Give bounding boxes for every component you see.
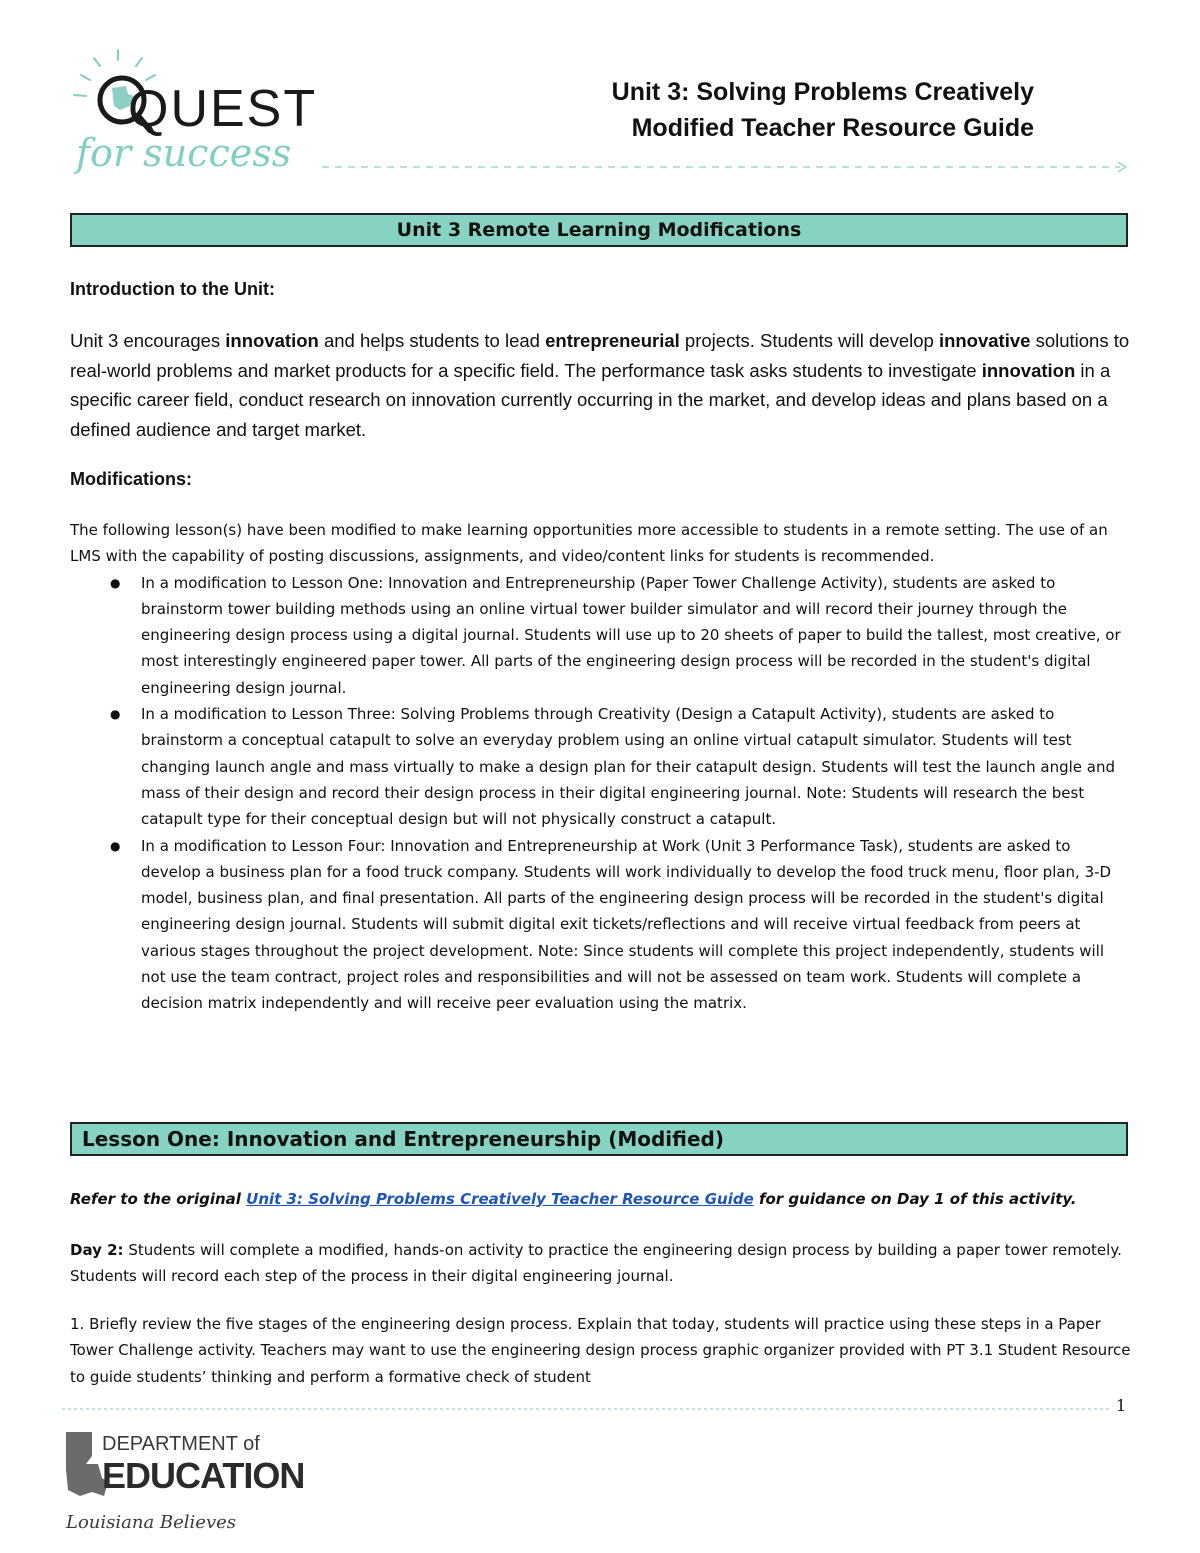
doe-line3: Louisiana Believes bbox=[66, 1512, 237, 1533]
intro-text: solutions to real-world problems and market products for a specific field. The performance task asks students to investigate bbox=[70, 330, 1130, 381]
quest-for-success-logo bbox=[68, 48, 330, 188]
logo-quest-word: QUEST bbox=[128, 80, 318, 138]
modifications-list bbox=[70, 570, 1132, 1017]
modifications-label: Modifications: bbox=[70, 469, 192, 489]
modifications-section bbox=[70, 517, 1132, 1017]
logo-for-success-word: for success bbox=[76, 131, 292, 175]
intro-text: projects. Students will develop bbox=[679, 330, 939, 351]
header-title-line2: Modified Teacher Resource Guide bbox=[631, 114, 1034, 142]
intro-paragraph bbox=[70, 326, 1132, 444]
list-item: ● In a modification to Lesson One: Innovation and Entrepreneurship (Paper Tower Challenge Activity), students are asked to brainstorm tower building methods using an online virtual tower builder simulator and will record their journey through the engineering design process using a digital journal. Students will use up to 20 sheets of paper to build the tallest, most creative, or most interestingly engineered paper tower. All parts of the engineering design process will be recorded in the student's digital engineering design journal. bbox=[70, 570, 1132, 701]
modifications-intro: The following lesson(s) have been modified to make learning opportunities more accessible to students in a remote setting. The use of an LMS with the capability of posting discussions, assignments, and video/content links for students is recommended. bbox=[70, 521, 1108, 566]
intro-text: Unit 3 encourages bbox=[70, 330, 226, 351]
header-divider bbox=[322, 160, 1130, 174]
bullet-icon: ● bbox=[110, 707, 121, 722]
intro-text: and helps students to lead bbox=[318, 330, 546, 351]
teacher-guide-link[interactable]: Unit 3: Solving Problems Creatively Teacher Resource Guide bbox=[246, 1190, 754, 1208]
day2-paragraph: Day 2: Students will complete a modified, hands-on activity to practice the engineering design process by building a paper tower remotely. Students will record each step of the process in their digital engineering journal. bbox=[70, 1241, 1122, 1286]
header-title-line1: Unit 3: Solving Problems Creatively bbox=[611, 78, 1034, 106]
bullet-icon: ● bbox=[110, 838, 121, 853]
list-item: ● In a modification to Lesson Three: Solving Problems through Creativity (Design a Catapult Activity), students are asked to brainstorm a conceptual catapult to solve an everyday problem using an online virtual catapult simulator. Students will test changing launch angle and mass virtually to make a design plan for their catapult design. Students will test the launch angle and mass of their design and record their design process in their digital engineering journal. Note: Students will research the best catapult type for their conceptual design but will not physically construct a catapult. bbox=[70, 701, 1132, 832]
intro-emphasis: innovation bbox=[981, 359, 1076, 381]
intro-text: in a specific career field, conduct research on innovation currently occurring in the market, and develop ideas and plans based on a defined audience and target market. bbox=[70, 359, 1111, 440]
page-number: 1 bbox=[1116, 1396, 1127, 1415]
document-header bbox=[612, 74, 1034, 146]
day2-label: Day 2: bbox=[70, 1241, 124, 1259]
department-of-education-logo bbox=[62, 1430, 305, 1538]
intro-emphasis: innovative bbox=[938, 330, 1031, 351]
doe-line1: DEPARTMENT of bbox=[102, 1433, 260, 1455]
reference-note: Refer to the original Unit 3: Solving Problems Creatively Teacher Resource Guide for guidance on Day 1 of this activity. bbox=[70, 1190, 1077, 1208]
doe-line2: EDUCATION bbox=[102, 1455, 305, 1496]
intro-emphasis: entrepreneurial bbox=[545, 330, 680, 351]
footer-divider bbox=[62, 1397, 1120, 1419]
list-item: ● In a modification to Lesson Four: Innovation and Entrepreneurship at Work (Unit 3 Performance Task), students are asked to develop a business plan for a food truck company. Students will work individually to develop the food truck menu, floor plan, 3-D model, business plan, and final presentation. All parts of the engineering design process will be recorded in the student's digital engineering design journal. Students will submit digital exit tickets/reflections and will receive virtual feedback from peers at various stages throughout the project development. Note: Since students will complete this project independently, students will not use the team contract, project roles and responsibilities and will not be assessed on team work. Students will complete a decision matrix independently and will receive peer evaluation using the matrix. bbox=[70, 833, 1132, 1017]
intro-emphasis: innovation bbox=[225, 330, 319, 351]
section-heading-remote-learning: Unit 3 Remote Learning Modifications bbox=[70, 213, 1128, 247]
intro-label: Introduction to the Unit: bbox=[70, 279, 275, 299]
step1-paragraph: 1. Briefly review the five stages of the engineering design process. Explain that today, students will practice using these steps in a Paper Tower Challenge activity. Teachers may want to use the engineering design process graphic organizer provided with PT 3.1 Student Resource to guide students’ thinking and perform a formative check of student bbox=[70, 1315, 1131, 1386]
bullet-icon: ● bbox=[110, 575, 121, 590]
section-heading-lesson-one: Lesson One: Innovation and Entrepreneurship (Modified) bbox=[70, 1122, 1128, 1156]
